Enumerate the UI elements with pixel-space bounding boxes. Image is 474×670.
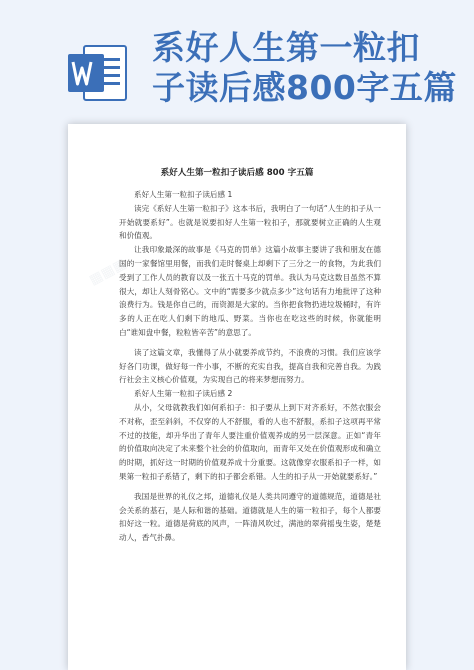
paragraph-3: 读了这篇文章，我懂得了从小就要养成节约，不浪费的习惯。我们应该学好各门功课，做好每一件小事，不断的充实自我，提高自我和完善自我。为践行社会主义核心价值观，为实现自己的将来梦想而努力。 [119, 347, 381, 385]
watermark: ▦▦▦ [286, 415, 330, 449]
banner-title-line2: 子读后感800字五篇 [152, 68, 457, 107]
word-document-icon [64, 40, 130, 106]
section-heading-2: 系好人生第一粒扣子读后感 2 [134, 389, 233, 399]
watermark: ▦▦▦ [86, 255, 130, 289]
header-banner [0, 0, 474, 120]
section-heading-1: 系好人生第一粒扣子读后感 1 [134, 190, 233, 199]
paragraph-4: 从小，父母就教我们如何系扣子：扣子要从上到下对齐系好，不然衣服会不对称，歪至斜斜，不仅穿的人不舒服，看的人也不舒服，系扣子这项再平常不过的技能，却升华出了青年人要注重价值观养成的另一层深意。正如“青年的价值取向决定了未来整个社会的价值取向，而青年又处在价值观形成和确立的时期，抓好这一时期的价值观养成十分重要。这就像穿衣服系扣子一样，如果第一粒扣子系错了，剩下的扣子都会系错。人生的扣子从一开始就要系好。” [119, 402, 381, 481]
banner-title-line1: 系好人生第一粒扣 [152, 28, 420, 67]
paragraph-5: 我国是世界的礼仪之邦，道德礼仪是人类共同遵守的道德规范，道德是社会关系的基石，是人际和谐的基础。道德就是人生的第一粒扣子，每个人都要扣好这一粒。道德是荷底的风声，一阵清风吹过，满池的翠荷摇曳生姿，楚楚动人，香气扑鼻。 [119, 491, 381, 543]
document-body [119, 188, 381, 545]
document-title: 系好人生第一粒扣子读后感 800 字五篇 [160, 168, 314, 178]
paragraph-1: 读完《系好人生第一粒扣子》这本书后，我明白了一句话“人生的扣子从一开始就要系好”。也就是说要扣好人生第一粒扣子，那就要树立正确的人生观和价值观。 [119, 203, 381, 241]
document-page [68, 124, 406, 670]
paragraph-2: 让我印象最深的故事是《马克的罚单》这篇小故事主要讲了我和朋友在德国的一家餐馆里用餐，而我们走时餐桌上却剩下了三分之一的食物，为此我们受到了工作人员的教育以及一张五十马克的罚单。我认为马克这数目虽然不算很大，却让人刻骨铭心。文中的“需要多少就点多少”这句话有力地批评了这种浪费行为。钱是你自己的，而资源是大家的。当你把食物扔进垃圾桶时，有许多的人正在吃人们剩下的地瓜、野菜。当你也在吃这些的时候，你就能明白“谁知盘中餐，粒粒皆辛苦”的意思了。 [119, 245, 381, 337]
banner-title [152, 28, 470, 108]
